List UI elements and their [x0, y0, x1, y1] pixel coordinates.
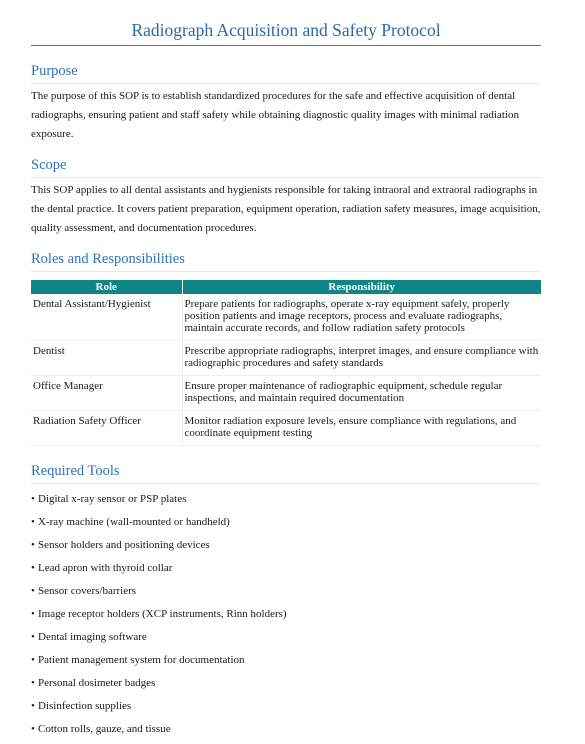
list-item-text: Dental imaging software — [38, 631, 147, 643]
roles-table-header — [31, 280, 541, 294]
responsibility-cell: Prepare patients for radiographs, operate x-ray equipment safely, properly position patients and image receptors, process and evaluate radiographs, maintain accurate records, and follow radiation safety protocols — [182, 294, 541, 341]
list-item — [31, 560, 541, 583]
list-item-text: Lead apron with thyroid collar — [38, 562, 173, 574]
roles-table — [31, 280, 541, 446]
list-item-text: Sensor holders and positioning devices — [38, 539, 210, 551]
purpose-heading: Purpose — [31, 63, 541, 84]
bullet-icon: • — [31, 631, 35, 643]
list-item — [31, 675, 541, 698]
responsibility-cell: Monitor radiation exposure levels, ensure compliance with regulations, and coordinate equipment testing — [182, 411, 541, 446]
list-item-text: Personal dosimeter badges — [38, 677, 156, 689]
list-item-text: Sensor covers/barriers — [38, 585, 137, 597]
document-title: Radiograph Acquisition and Safety Protocol — [31, 0, 541, 46]
tools-list — [31, 491, 541, 744]
list-item — [31, 606, 541, 629]
role-cell: Radiation Safety Officer — [31, 411, 182, 446]
list-item — [31, 698, 541, 721]
list-item — [31, 629, 541, 652]
list-item — [31, 721, 541, 744]
list-item — [31, 491, 541, 514]
list-item — [31, 537, 541, 560]
bullet-icon: • — [31, 516, 35, 528]
document-page — [31, 0, 541, 744]
table-row — [31, 341, 541, 376]
role-cell: Office Manager — [31, 376, 182, 411]
bullet-icon: • — [31, 677, 35, 689]
list-item-text: Cotton rolls, gauze, and tissue — [38, 723, 171, 735]
list-item-text: Image receptor holders (XCP instruments, Rinn holders) — [38, 608, 287, 620]
bullet-icon: • — [31, 493, 35, 505]
tools-heading: Required Tools — [31, 463, 541, 484]
responsibility-cell: Prescribe appropriate radiographs, interpret images, and ensure compliance with radiographic procedures and safety standards — [182, 341, 541, 376]
bullet-icon: • — [31, 539, 35, 551]
bullet-icon: • — [31, 723, 35, 735]
table-row — [31, 411, 541, 446]
column-header-role: Role — [31, 280, 182, 294]
roles-heading: Roles and Responsibilities — [31, 251, 541, 272]
list-item-text: Digital x-ray sensor or PSP plates — [38, 493, 187, 505]
column-header-responsibility: Responsibility — [182, 280, 541, 294]
table-row — [31, 294, 541, 341]
responsibility-cell: Ensure proper maintenance of radiographic equipment, schedule regular inspections, and maintain required documentation — [182, 376, 541, 411]
bullet-icon: • — [31, 562, 35, 574]
role-cell: Dentist — [31, 341, 182, 376]
list-item-text: X-ray machine (wall-mounted or handheld) — [38, 516, 230, 528]
bullet-icon: • — [31, 700, 35, 712]
bullet-icon: • — [31, 654, 35, 666]
bullet-icon: • — [31, 608, 35, 620]
purpose-text: The purpose of this SOP is to establish standardized procedures for the safe and effective acquisition of dental radiographs, ensuring patient and staff safety while obtaining diagnostic quality images with minimal radiation exposure. — [31, 90, 519, 140]
list-item-text: Disinfection supplies — [38, 700, 132, 712]
list-item-text: Patient management system for documentation — [38, 654, 245, 666]
list-item — [31, 652, 541, 675]
list-item — [31, 583, 541, 606]
bullet-icon: • — [31, 585, 35, 597]
role-cell: Dental Assistant/Hygienist — [31, 294, 182, 341]
scope-heading: Scope — [31, 157, 541, 178]
table-row — [31, 376, 541, 411]
list-item — [31, 514, 541, 537]
scope-text: This SOP applies to all dental assistants and hygienists responsible for taking intraoral and extraoral radiographs in the dental practice. It covers patient preparation, equipment operation, radiation safety measures, image acquisition, quality assessment, and documentation procedures. — [31, 184, 541, 234]
